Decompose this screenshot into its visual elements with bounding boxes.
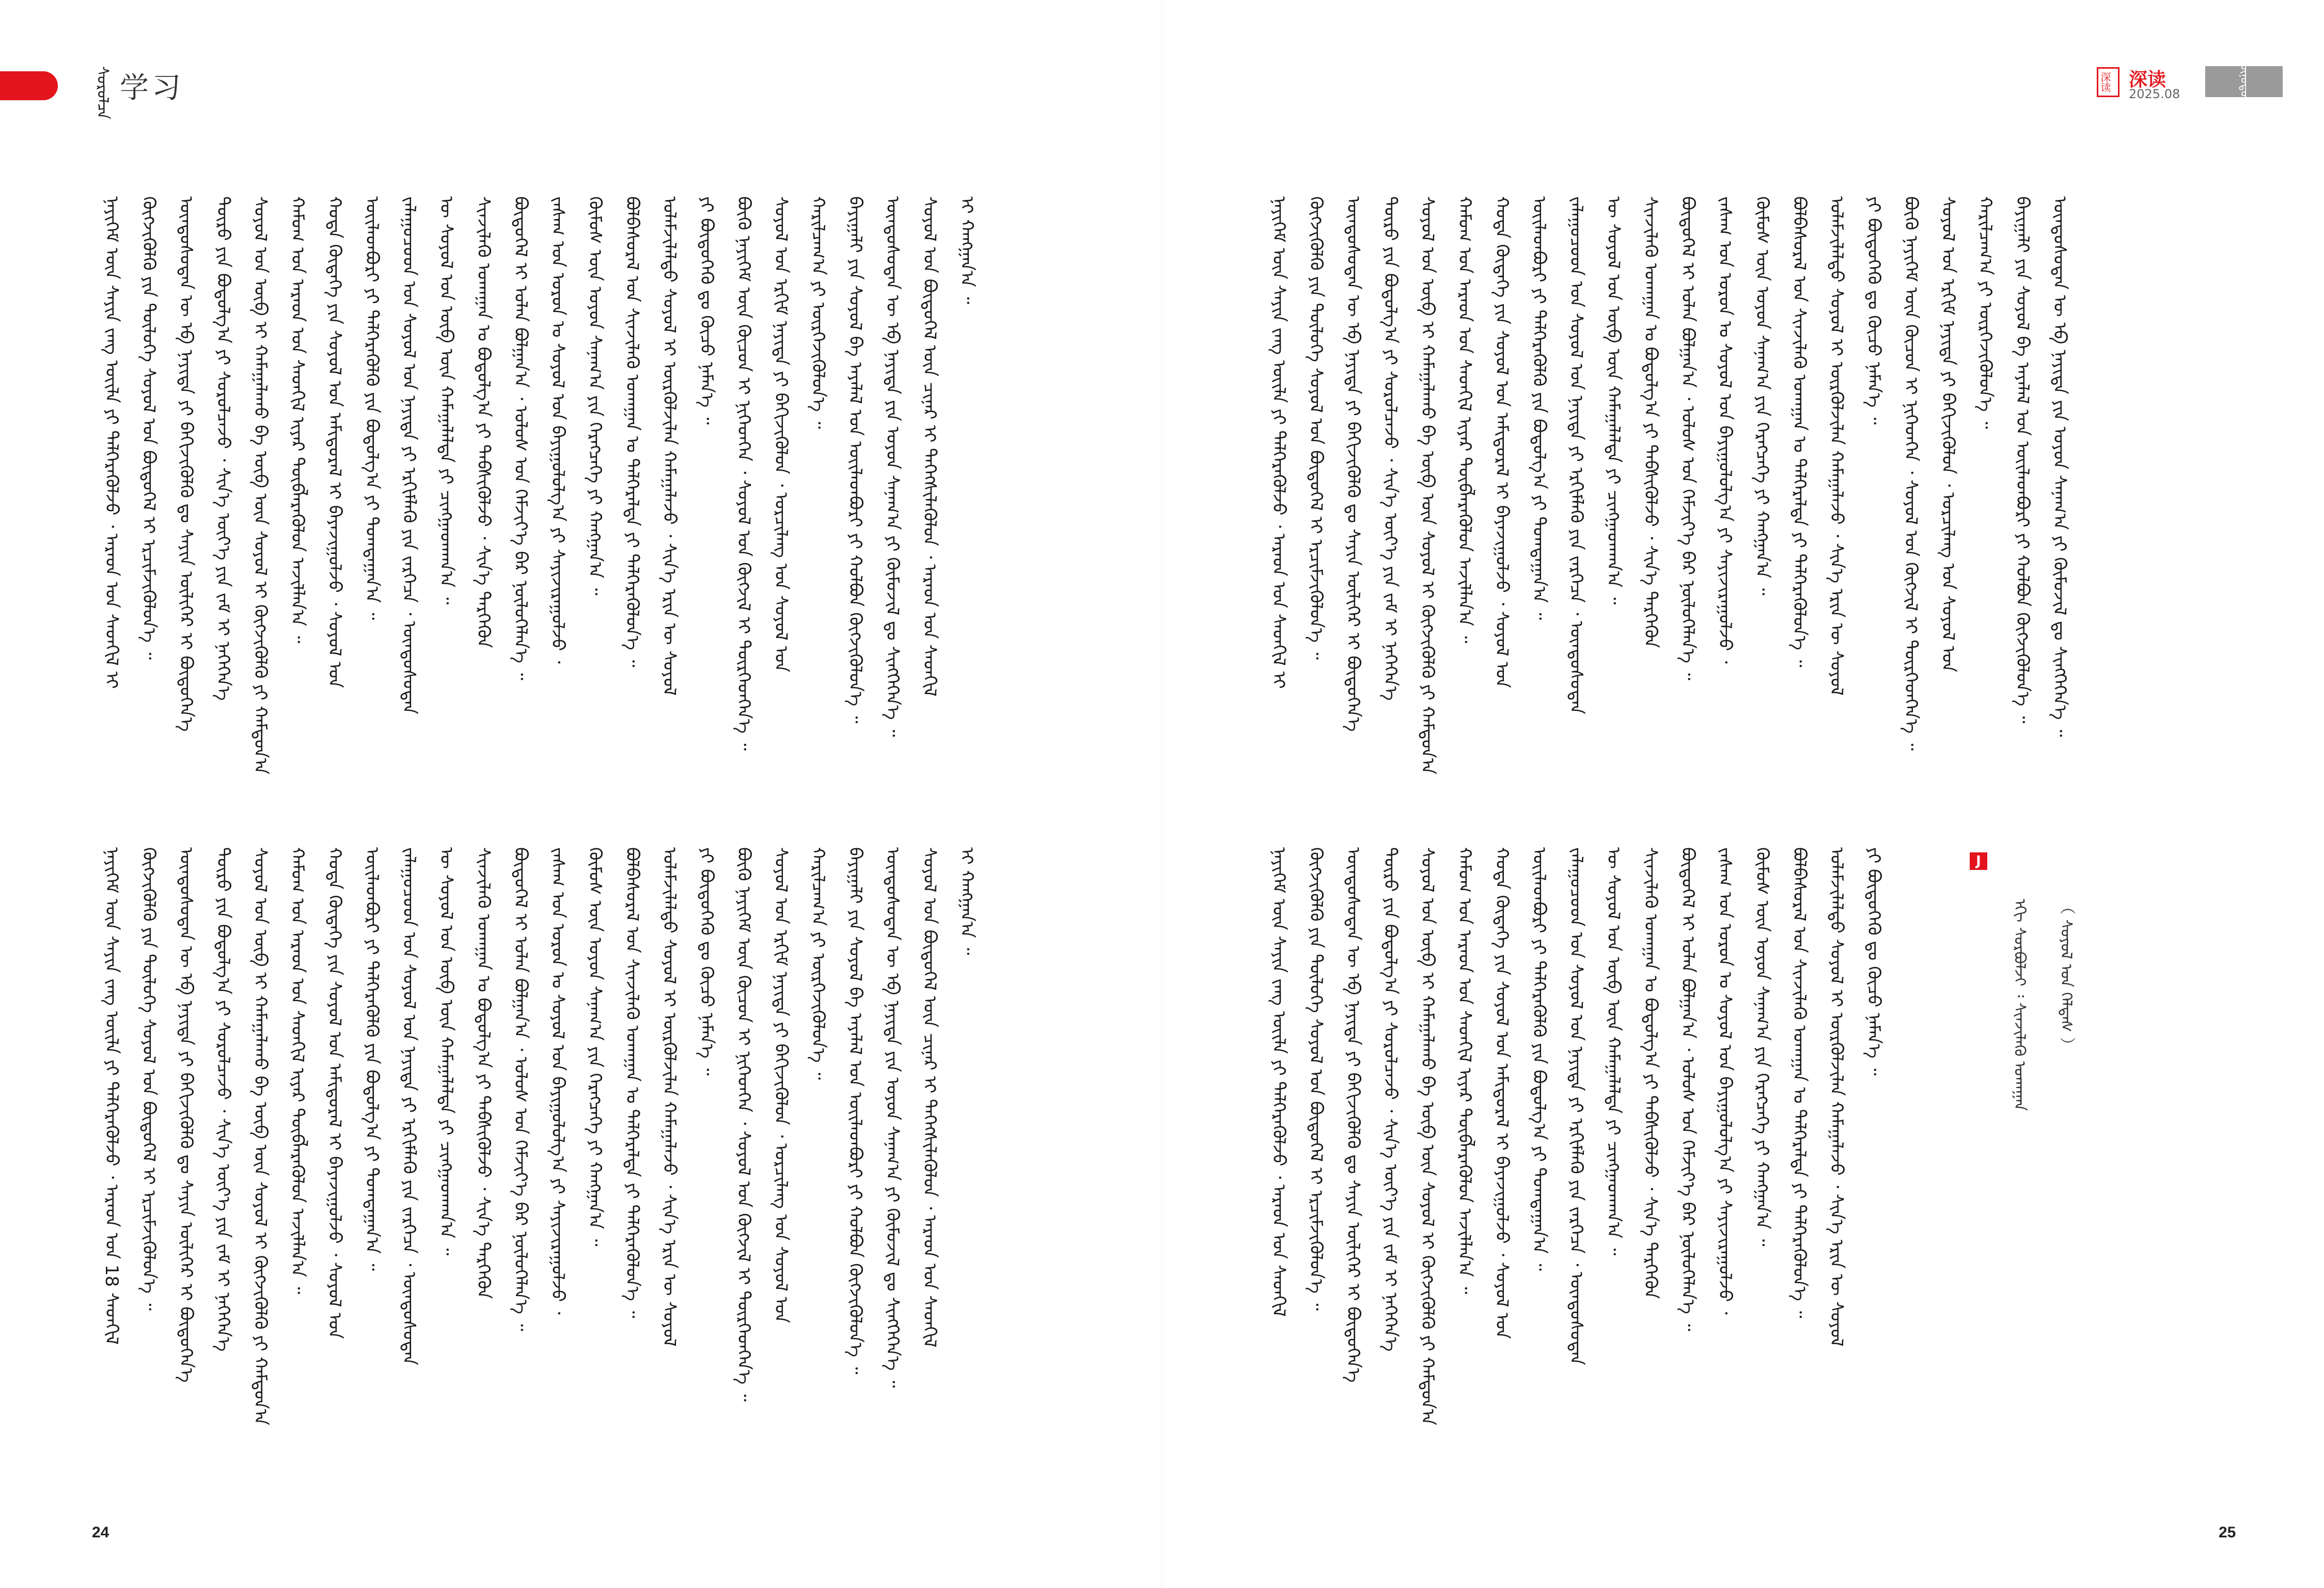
text-column: ᠬᠦᠮᠦᠰ ᠦᠨ ᠣᠶᠤᠨ ᠰᠠᠨᠠᠭ᠎ᠠ ᠶᠢᠨ ᠬᠡᠷᠡᠭᠴᠡᠭᠡ ᠶᠢ ᠬᠠᠩᠭᠠᠨ᠎ᠠ ᠃ (585, 196, 605, 596)
text-column: ᠬᠠᠮᠤᠭ ᠤᠨ ᠠᠷᠠᠳ ᠤᠨ ᠰᠡᠳᠬᠢᠯ ᠢᠶᠡᠷ ᠲᠥᠪᠯᠡᠷᠡᠭᠦᠯᠦᠨ ᠠᠵᠢᠯᠯᠠᠨ᠎ᠠ ᠃ (287, 196, 308, 644)
text-column: ᠦ ᠰᠣᠶᠣᠯ ᠤᠨ ᠥᠪ ᠦᠨ ᠬᠠᠮᠠᠭᠠᠯᠠᠯᠲᠠ ᠶᠢ ᠴᠢᠩᠭᠠᠳᠬᠠᠨ᠎ᠠ ᠃ (1603, 847, 1624, 1256)
text-column: ᠬᠠᠷᠢᠯᠴᠠᠭ᠎ᠠ ᠶᠢ ᠥᠷᠭᠡᠵᠢᠭᠦᠯᠦᠨ᠎ᠡ ᠃ (808, 196, 828, 429)
page-number-right: 25 (2219, 1524, 2236, 1541)
text-column: ᠨᠡᠶᠢᠭᠡᠮ ᠦᠨ ᠰᠠᠶᠢᠨ ᠵᠠᠩ ᠦᠢᠯᠡ ᠶᠢ ᠳᠡᠯᠭᠡᠷᠡᠭᠦᠯᠵᠦ ᠂ ᠠᠷᠠᠳ ᠤᠨ ᠰᠡᠳᠬᠢᠯ ᠢ (101, 196, 122, 689)
text-column: ᠬᠦᠮᠦᠰ ᠦᠨ ᠣᠶᠤᠨ ᠰᠠᠨᠠᠭ᠎ᠠ ᠶᠢᠨ ᠬᠡᠷᠡᠭᠴᠡᠭᠡ ᠶᠢ ᠬᠠᠩᠭᠠᠨ᠎ᠠ ᠃ (1752, 847, 1772, 1247)
text-column: ᠶᠢ ᠪᠦᠲᠦᠭᠡᠬᠦ ᠳᠤ ᠬᠦᠴᠦ ᠨᠡᠮᠡᠨ᠎ᠡ ᠃ (1863, 196, 1884, 425)
text-column: ᠪᠣᠯᠪᠠᠰᠤᠷᠠᠯ ᠤᠨ ᠰᠢᠨᠵᠢᠯᠡᠬᠦ ᠤᠬᠠᠭᠠᠨ ᠤ ᠳᠡᠯᠭᠡᠷᠡᠯᠲᠡ ᠶᠢ ᠲᠡᠯᠭᠡᠷᠡᠭᠦᠯᠦᠨ᠎ᠡ ᠃ (1789, 847, 1810, 1318)
text-column: ᠬᠠᠷᠢᠯᠴᠠᠭ᠎ᠠ ᠶᠢ ᠥᠷᠭᠡᠵᠢᠭᠦᠯᠦᠨ᠎ᠡ ᠃ (1975, 196, 1996, 429)
text-column: ᠰᠢᠨᠵᠢᠯᠡᠬᠦ ᠤᠬᠠᠭᠠᠨ ᠤ ᠪᠣᠳᠤᠯᠭ᠎ᠠ ᠶᠢ ᠳᠡᠪᠰᠢᠭᠦᠯᠵᠦ ᠂ ᠰᠢᠨ᠎ᠡ ᠲᠡᠷᠭᠡᠭᠦᠨ (473, 847, 494, 1299)
text-column: ᠬᠠᠷᠢᠯᠴᠠᠭ᠎ᠠ ᠶᠢ ᠥᠷᠭᠡᠵᠢᠭᠦᠯᠦᠨ᠎ᠡ ᠃ (808, 847, 828, 1080)
page-number-left: 24 (92, 1524, 109, 1541)
text-column: ᠬᠦᠮᠦᠰ ᠦᠨ ᠣᠶᠤᠨ ᠰᠠᠨᠠᠭ᠎ᠠ ᠶᠢᠨ ᠬᠡᠷᠡᠭᠴᠡᠭᠡ ᠶᠢ ᠬᠠᠩᠭᠠᠨ᠎ᠠ ᠃ (1752, 196, 1772, 596)
text-column: ᠵᠠᠰᠠᠭ ᠤᠨ ᠣᠷᠣᠨ ᠤ ᠰᠣᠶᠣᠯ ᠤᠨ ᠪᠠᠶᠢᠭᠤᠯᠤᠯᠭ᠎ᠠ ᠶᠢ ᠰᠠᠶᠢᠵᠢᠷᠠᠭᠤᠯᠵᠤ ᠂ (547, 847, 568, 1315)
text-column: ᠬᠠᠮᠤᠭ ᠤᠨ ᠠᠷᠠᠳ ᠤᠨ ᠰᠡᠳᠬᠢᠯ ᠢᠶᠡᠷ ᠲᠥᠪᠯᠡᠷᠡᠭᠦᠯᠦᠨ ᠠᠵᠢᠯᠯᠠᠨ᠎ᠠ ᠃ (287, 847, 308, 1295)
text-column: ᠢ ᠬᠠᠩᠭᠠᠨ᠎ᠠ ᠃ (956, 847, 977, 955)
left-bottom-columns (93, 847, 985, 1477)
brand-badge-text: ᠥᠨᠥᠳᠥᠷ (2238, 59, 2251, 104)
text-column: ᠬᠥᠭᠵᠢᠭᠦᠯᠬᠦ ᠶᠢᠨ ᠲᠥᠯᠥᠭᠡ ᠰᠣᠶᠣᠯ ᠤᠨ ᠪᠦᠲᠦᠭᠡᠯ ᠢ ᠡᠷᠴᠢᠮᠵᠢᠭᠦᠯᠦᠨ᠎ᠡ ᠃ (1306, 847, 1326, 1311)
text-column: ᠪᠣᠯᠪᠠᠰᠤᠷᠠᠯ ᠤᠨ ᠰᠢᠨᠵᠢᠯᠡᠬᠦ ᠤᠬᠠᠭᠠᠨ ᠤ ᠳᠡᠯᠭᠡᠷᠡᠯᠲᠡ ᠶᠢ ᠲᠡᠯᠭᠡᠷᠡᠭᠦᠯᠦᠨ᠎ᠡ ᠃ (622, 847, 642, 1318)
brand-badge (2205, 59, 2283, 104)
text-column: ᠲᠥᠷᠥ ᠶᠢᠨ ᠪᠣᠳᠤᠯᠭ᠎ᠠ ᠶᠢ ᠰᠤᠷᠤᠯᠴᠠᠵᠤ ᠂ ᠰᠢᠨ᠎ᠡ ᠦᠶ᠎ᠡ ᠶᠢᠨ ᠵᠠᠮ ᠢ ᠨᠡᠭᠡᠭᠡᠨ᠎ᠡ (213, 196, 233, 701)
text-column: ᠢ ᠬᠠᠩᠭᠠᠨ᠎ᠠ ᠃ (956, 196, 977, 304)
text-column: ᠰᠣᠶᠣᠯ ᠤᠨ ᠡᠷᠬᠢᠮ ᠨᠡᠶᠢᠲᠡ ᠶᠢ ᠪᠡᠬᠢᠵᠢᠭᠦᠯᠦᠨ ᠂ ᠣᠷᠴᠢᠯᠠᠩ ᠤᠨ ᠰᠣᠶᠣᠯ ᠤᠨ (771, 847, 791, 1324)
right-bottom-columns (1260, 847, 2078, 1477)
text-column: ᠰᠣᠶᠣᠯ ᠤᠨ ᠥᠪ ᠢ ᠬᠠᠮᠠᠭᠠᠯᠠᠬᠤ ᠪᠠ ᠥᠪ ᠦᠨ ᠰᠣᠶᠣᠯ ᠢ ᠬᠥᠭᠵᠢᠭᠦᠯᠬᠦ ᠶᠢ ᠬᠠᠮᠳᠤᠨ᠎ᠠ (250, 196, 271, 775)
section-red-tab (0, 71, 58, 100)
text-column: ᠬᠦᠮᠦᠰ ᠦᠨ ᠣᠶᠤᠨ ᠰᠠᠨᠠᠭ᠎ᠠ ᠶᠢᠨ ᠬᠡᠷᠡᠭᠴᠡᠭᠡ ᠶᠢ ᠬᠠᠩᠭᠠᠨ᠎ᠠ ᠃ (585, 847, 605, 1247)
text-column: ᠲᠥᠷᠥ ᠶᠢᠨ ᠪᠣᠳᠤᠯᠭ᠎ᠠ ᠶᠢ ᠰᠤᠷᠤᠯᠴᠠᠵᠤ ᠂ ᠰᠢᠨ᠎ᠡ ᠦᠶ᠎ᠡ ᠶᠢᠨ ᠵᠠᠮ ᠢ ᠨᠡᠭᠡᠭᠡᠨ᠎ᠡ (1380, 847, 1401, 1352)
text-column: ᠦᠢᠯᠡᠳᠪᠦᠷᠢ ᠶᠢ ᠲᠡᠯᠭᠡᠷᠡᠭᠦᠯᠬᠦ ᠶᠢᠨ ᠪᠣᠳᠣᠯᠭ᠎ᠠ ᠶᠢ ᠲᠣᠭᠲᠠᠭᠠᠨ᠎ᠠ ᠃ (362, 847, 382, 1271)
text-column: ᠪᠦᠲᠦᠭᠡᠯ ᠢ ᠣᠯᠠᠨ ᠪᠣᠯᠭᠠᠨ᠎ᠠ ᠂ ᠤᠯᠤᠰ ᠤᠨ ᠬᠡᠮᠵᠢᠶ᠎ᠡ ᠪᠡᠷ ᠨᠥᠯᠥᠭᠡᠯᠡᠨ᠎ᠡ ᠃ (1677, 847, 1698, 1331)
section-label-mongolian: ᠰᠤᠷᠤᠯᠴᠠ (93, 66, 112, 119)
heading-line: （ ᠰᠣᠶᠣᠯ ᠤᠨ ᠬᠡᠯᠲᠡᠰ ） (2057, 899, 2075, 1053)
text-column: ᠬᠣᠲᠠ ᠬᠥᠳᠡᠭᠡ ᠶᠢᠨ ᠰᠣᠶᠣᠯ ᠤᠨ ᠠᠮᠢᠳᠤᠷᠠᠯ ᠢ ᠪᠠᠶᠠᠵᠢᠭᠤᠯᠵᠤ ᠂ ᠰᠣᠶᠣᠯ ᠤᠨ (1491, 196, 1512, 688)
text-column: ᠰᠢᠨᠵᠢᠯᠡᠬᠦ ᠤᠬᠠᠭᠠᠨ ᠤ ᠪᠣᠳᠤᠯᠭ᠎ᠠ ᠶᠢ ᠳᠡᠪᠰᠢᠭᠦᠯᠵᠦ ᠂ ᠰᠢᠨ᠎ᠡ ᠲᠡᠷᠭᠡᠭᠦᠨ (473, 196, 494, 648)
text-column: ᠦᠢᠯᠡᠳᠪᠦᠷᠢ ᠶᠢ ᠲᠡᠯᠭᠡᠷᠡᠭᠦᠯᠬᠦ ᠶᠢᠨ ᠪᠣᠳᠣᠯᠭ᠎ᠠ ᠶᠢ ᠲᠣᠭᠲᠠᠭᠠᠨ᠎ᠠ ᠃ (1529, 196, 1549, 620)
right-page-stack (1260, 196, 2078, 1477)
issue-date: 2025.08 (2129, 87, 2180, 101)
text-column: ᠤᠯᠠᠮᠵᠢᠯᠠᠯᠲᠤ ᠰᠣᠶᠣᠯ ᠢ ᠦᠷᠭᠦᠯᠵᠢᠯᠡᠨ ᠬᠠᠮᠠᠭᠠᠯᠠᠵᠤ ᠂ ᠰᠢᠨ᠎ᠡ ᠡᠷᠢᠨ ᠦ ᠰᠣᠶᠣᠯ (1826, 196, 1847, 696)
text-column: ᠰᠣᠶᠣᠯ ᠤᠨ ᠥᠪ ᠢ ᠬᠠᠮᠠᠭᠠᠯᠠᠬᠤ ᠪᠠ ᠥᠪ ᠦᠨ ᠰᠣᠶᠣᠯ ᠢ ᠬᠥᠭᠵᠢᠭᠦᠯᠬᠦ ᠶᠢ ᠬᠠᠮᠳᠤᠨ᠎ᠠ (250, 847, 271, 1426)
text-column: ᠦᠨᠳᠦᠰᠦᠲᠡᠨ ᠦ ᠡᠪ ᠨᠡᠶᠢᠲᠡ ᠶᠢ ᠪᠡᠬᠢᠵᠢᠭᠦᠯᠬᠦ ᠳᠤ ᠰᠠᠶᠢᠨ ᠦᠯᠢᠭᠡᠷ ᠢ ᠪᠦᠲᠦᠭᠡᠨ᠎ᠡ (1343, 847, 1363, 1383)
text-column: ᠪᠠᠶᠢᠭᠠᠯᠢ ᠶᠢᠨ ᠰᠣᠶᠣᠯ ᠪᠠ ᠠᠶᠠᠯᠠᠯ ᠤᠨ ᠦᠢᠯᠡᠳᠪᠦᠷᠢ ᠶᠢ ᠬᠣᠯᠪᠣᠨ ᠬᠥᠭᠵᠢᠭᠦᠯᠦᠨ᠎ᠡ ᠃ (845, 847, 866, 1375)
text-column: ᠵᠠᠰᠠᠭ ᠤᠨ ᠣᠷᠣᠨ ᠤ ᠰᠣᠶᠣᠯ ᠤᠨ ᠪᠠᠶᠢᠭᠤᠯᠤᠯᠭ᠎ᠠ ᠶᠢ ᠰᠠᠶᠢᠵᠢᠷᠠᠭᠤᠯᠵᠤ ᠂ (547, 196, 568, 664)
text-column: ᠦᠨᠳᠦᠰᠦᠲᠡᠨ ᠦ ᠡᠪ ᠨᠡᠶᠢᠲᠡ ᠶᠢ ᠪᠡᠬᠢᠵᠢᠭᠦᠯᠬᠦ ᠳᠤ ᠰᠠᠶᠢᠨ ᠦᠯᠢᠭᠡᠷ ᠢ ᠪᠦᠲᠦᠭᠡᠨ᠎ᠡ (176, 196, 196, 732)
text-column: ᠦᠨᠳᠦᠰᠦᠲᠡᠨ ᠦ ᠡᠪ ᠨᠡᠶᠢᠲᠡ ᠶᠢ ᠪᠡᠬᠢᠵᠢᠭᠦᠯᠬᠦ ᠳᠤ ᠰᠠᠶᠢᠨ ᠦᠯᠢᠭᠡᠷ ᠢ ᠪᠦᠲᠦᠭᠡᠨ᠎ᠡ (176, 847, 196, 1383)
text-column: ᠨᠡᠶᠢᠭᠡᠮ ᠦᠨ ᠰᠠᠶᠢᠨ ᠵᠠᠩ ᠦᠢᠯᠡ ᠶᠢ ᠳᠡᠯᠭᠡᠷᠡᠭᠦᠯᠵᠦ ᠂ ᠠᠷᠠᠳ ᠤᠨ ᠰᠡᠳᠬᠢᠯ (1268, 847, 1289, 1317)
text-column: ᠦᠨᠳᠦᠰᠦᠲᠡᠨ ᠦ ᠡᠪ ᠨᠡᠶᠢᠲᠡ ᠶᠢᠨ ᠣᠶᠤᠨ ᠰᠠᠨᠠᠭ᠎ᠠ ᠶᠢ ᠬᠦᠮᠦᠵᠢᠯ ᠳᠤ ᠰᠢᠩᠭᠡᠭᠡᠨ᠎ᠡ ᠃ (2049, 196, 2070, 737)
section-marker-icon: J (1970, 852, 1987, 870)
subsection-heading (2004, 899, 2112, 1395)
text-column: ᠬᠥᠭᠵᠢᠭᠦᠯᠬᠦ ᠶᠢᠨ ᠲᠥᠯᠥᠭᠡ ᠰᠣᠶᠣᠯ ᠤᠨ ᠪᠦᠲᠦᠭᠡᠯ ᠢ ᠡᠷᠴᠢᠮᠵᠢᠭᠦᠯᠦᠨ᠎ᠡ ᠃ (138, 847, 159, 1311)
text-column: ᠪᠦᠬᠦ ᠨᠡᠶᠢᠭᠡᠮ ᠦᠨ ᠬᠦᠴᠦᠨ ᠢ ᠨᠢᠭᠡᠳᠬᠡᠨ ᠂ ᠰᠣᠶᠣᠯ ᠤᠨ ᠬᠥᠭᠵᠢᠯ ᠢ ᠲᠦᠷᠭᠡᠳᠬᠡᠨ᠎ᠡ ᠃ (733, 196, 754, 751)
text-column: ᠦ ᠰᠣᠶᠣᠯ ᠤᠨ ᠥᠪ ᠦᠨ ᠬᠠᠮᠠᠭᠠᠯᠠᠯᠲᠠ ᠶᠢ ᠴᠢᠩᠭᠠᠳᠬᠠᠨ᠎ᠠ ᠃ (436, 847, 457, 1256)
text-column: ᠰᠣᠶᠣᠯ ᠤᠨ ᠪᠦᠲᠦᠭᠡᠯ ᠦᠨ ᠴᠢᠨᠠᠷ ᠢ ᠳᠡᠭᠡᠭᠰᠢᠯᠡᠭᠦᠯᠦᠨ ᠂ ᠠᠷᠠᠳ ᠤᠨ ᠰᠡᠳᠬᠢᠯ (919, 196, 940, 697)
text-column: ᠦ ᠰᠣᠶᠣᠯ ᠤᠨ ᠥᠪ ᠦᠨ ᠬᠠᠮᠠᠭᠠᠯᠠᠯᠲᠠ ᠶᠢ ᠴᠢᠩᠭᠠᠳᠬᠠᠨ᠎ᠠ ᠃ (1603, 196, 1624, 605)
text-column: ᠦᠢᠯᠡᠳᠪᠦᠷᠢ ᠶᠢ ᠲᠡᠯᠭᠡᠷᠡᠭᠦᠯᠬᠦ ᠶᠢᠨ ᠪᠣᠳᠣᠯᠭ᠎ᠠ ᠶᠢ ᠲᠣᠭᠲᠠᠭᠠᠨ᠎ᠠ ᠃ (362, 196, 382, 620)
text-column: ᠰᠣᠶᠣᠯ ᠤᠨ ᠥᠪ ᠢ ᠬᠠᠮᠠᠭᠠᠯᠠᠬᠤ ᠪᠠ ᠥᠪ ᠦᠨ ᠰᠣᠶᠣᠯ ᠢ ᠬᠥᠭᠵᠢᠭᠦᠯᠬᠦ ᠶᠢ ᠬᠠᠮᠳᠤᠨ᠎ᠠ (1417, 847, 1438, 1426)
text-column: ᠪᠦᠲᠦᠭᠡᠯ ᠢ ᠣᠯᠠᠨ ᠪᠣᠯᠭᠠᠨ᠎ᠠ ᠂ ᠤᠯᠤᠰ ᠤᠨ ᠬᠡᠮᠵᠢᠶ᠎ᠡ ᠪᠡᠷ ᠨᠥᠯᠥᠭᠡᠯᠡᠨ᠎ᠡ ᠃ (1677, 196, 1698, 680)
text-column: ᠰᠣᠶᠣᠯ ᠤᠨ ᠡᠷᠬᠢᠮ ᠨᠡᠶᠢᠲᠡ ᠶᠢ ᠪᠡᠬᠢᠵᠢᠭᠦᠯᠦᠨ ᠂ ᠣᠷᠴᠢᠯᠠᠩ ᠤᠨ ᠰᠣᠶᠣᠯ ᠤᠨ (771, 196, 791, 673)
text-column: ᠵᠠᠯᠠᠭᠤᠴᠤᠳ ᠤᠨ ᠰᠣᠶᠣᠯ ᠤᠨ ᠨᠡᠶᠢᠲᠡ ᠶᠢ ᠡᠷᠬᠢᠮᠯᠡᠬᠦ ᠶᠢᠨ ᠵᠡᠷᠭᠡᠴᠡ ᠂ ᠦᠨᠳᠦᠰᠦᠲᠡᠨ (399, 847, 419, 1365)
left-page-body (93, 196, 1126, 1477)
text-column: ᠤᠯᠠᠮᠵᠢᠯᠠᠯᠲᠤ ᠰᠣᠶᠣᠯ ᠢ ᠦᠷᠭᠦᠯᠵᠢᠯᠡᠨ ᠬᠠᠮᠠᠭᠠᠯᠠᠵᠤ ᠂ ᠰᠢᠨ᠎ᠡ ᠡᠷᠢᠨ ᠦ ᠰᠣᠶᠣᠯ (659, 847, 680, 1347)
text-column: ᠰᠣᠶᠣᠯ ᠤᠨ ᠪᠦᠲᠦᠭᠡᠯ ᠦᠨ ᠴᠢᠨᠠᠷ ᠢ ᠳᠡᠭᠡᠭᠰᠢᠯᠡᠭᠦᠯᠦᠨ ᠂ ᠠᠷᠠᠳ ᠤᠨ ᠰᠡᠳᠬᠢᠯ (919, 847, 940, 1348)
text-column: ᠪᠣᠯᠪᠠᠰᠤᠷᠠᠯ ᠤᠨ ᠰᠢᠨᠵᠢᠯᠡᠬᠦ ᠤᠬᠠᠭᠠᠨ ᠤ ᠳᠡᠯᠭᠡᠷᠡᠯᠲᠡ ᠶᠢ ᠲᠡᠯᠭᠡᠷᠡᠭᠦᠯᠦᠨ᠎ᠡ ᠃ (1789, 196, 1810, 667)
text-column: ᠵᠠᠯᠠᠭᠤᠴᠤᠳ ᠤᠨ ᠰᠣᠶᠣᠯ ᠤᠨ ᠨᠡᠶᠢᠲᠡ ᠶᠢ ᠡᠷᠬᠢᠮᠯᠡᠬᠦ ᠶᠢᠨ ᠵᠡᠷᠭᠡᠴᠡ ᠂ ᠦᠨᠳᠦᠰᠦᠲᠡᠨ (399, 196, 419, 714)
text-column: ᠲᠥᠷᠥ ᠶᠢᠨ ᠪᠣᠳᠤᠯᠭ᠎ᠠ ᠶᠢ ᠰᠤᠷᠤᠯᠴᠠᠵᠤ ᠂ ᠰᠢᠨ᠎ᠡ ᠦᠶ᠎ᠡ ᠶᠢᠨ ᠵᠠᠮ ᠢ ᠨᠡᠭᠡᠭᠡᠨ᠎ᠡ (1380, 196, 1401, 701)
text-column: ᠰᠣᠶᠣᠯ ᠤᠨ ᠥᠪ ᠢ ᠬᠠᠮᠠᠭᠠᠯᠠᠬᠤ ᠪᠠ ᠥᠪ ᠦᠨ ᠰᠣᠶᠣᠯ ᠢ ᠬᠥᠭᠵᠢᠭᠦᠯᠬᠦ ᠶᠢ ᠬᠠᠮᠳᠤᠨ᠎ᠠ (1417, 196, 1438, 775)
text-column: ᠰᠢᠨᠵᠢᠯᠡᠬᠦ ᠤᠬᠠᠭᠠᠨ ᠤ ᠪᠣᠳᠤᠯᠭ᠎ᠠ ᠶᠢ ᠳᠡᠪᠰᠢᠭᠦᠯᠵᠦ ᠂ ᠰᠢᠨ᠎ᠡ ᠲᠡᠷᠭᠡᠭᠦᠨ (1640, 847, 1661, 1299)
text-column: ᠬᠣᠲᠠ ᠬᠥᠳᠡᠭᠡ ᠶᠢᠨ ᠰᠣᠶᠣᠯ ᠤᠨ ᠠᠮᠢᠳᠤᠷᠠᠯ ᠢ ᠪᠠᠶᠠᠵᠢᠭᠤᠯᠵᠤ ᠂ ᠰᠣᠶᠣᠯ ᠤᠨ (324, 196, 345, 688)
text-column: ᠪᠦᠬᠦ ᠨᠡᠶᠢᠭᠡᠮ ᠦᠨ ᠬᠦᠴᠦᠨ ᠢ ᠨᠢᠭᠡᠳᠬᠡᠨ ᠂ ᠰᠣᠶᠣᠯ ᠤᠨ ᠬᠥᠭᠵᠢᠯ ᠢ ᠲᠦᠷᠭᠡᠳᠬᠡᠨ᠎ᠡ ᠃ (733, 847, 754, 1402)
text-column: ᠵᠠᠯᠠᠭᠤᠴᠤᠳ ᠤᠨ ᠰᠣᠶᠣᠯ ᠤᠨ ᠨᠡᠶᠢᠲᠡ ᠶᠢ ᠡᠷᠬᠢᠮᠯᠡᠬᠦ ᠶᠢᠨ ᠵᠡᠷᠭᠡᠴᠡ ᠂ ᠦᠨᠳᠦᠰᠦᠲᠡᠨ (1566, 196, 1587, 714)
text-column: ᠦ ᠰᠣᠶᠣᠯ ᠤᠨ ᠥᠪ ᠦᠨ ᠬᠠᠮᠠᠭᠠᠯᠠᠯᠲᠠ ᠶᠢ ᠴᠢᠩᠭᠠᠳᠬᠠᠨ᠎ᠠ ᠃ (436, 196, 457, 605)
text-column: ᠰᠢᠨᠵᠢᠯᠡᠬᠦ ᠤᠬᠠᠭᠠᠨ ᠤ ᠪᠣᠳᠤᠯᠭ᠎ᠠ ᠶᠢ ᠳᠡᠪᠰᠢᠭᠦᠯᠵᠦ ᠂ ᠰᠢᠨ᠎ᠡ ᠲᠡᠷᠭᠡᠭᠦᠨ (1640, 196, 1661, 648)
text-column: ᠪᠦᠬᠦ ᠨᠡᠶᠢᠭᠡᠮ ᠦᠨ ᠬᠦᠴᠦᠨ ᠢ ᠨᠢᠭᠡᠳᠬᠡᠨ ᠂ ᠰᠣᠶᠣᠯ ᠤᠨ ᠬᠥᠭᠵᠢᠯ ᠢ ᠲᠦᠷᠭᠡᠳᠬᠡᠨ᠎ᠡ ᠃ (1901, 196, 1921, 751)
left-page-stack (93, 196, 985, 1477)
text-column: ᠪᠦᠲᠦᠭᠡᠯ ᠢ ᠣᠯᠠᠨ ᠪᠣᠯᠭᠠᠨ᠎ᠠ ᠂ ᠤᠯᠤᠰ ᠤᠨ ᠬᠡᠮᠵᠢᠶ᠎ᠡ ᠪᠡᠷ ᠨᠥᠯᠥᠭᠡᠯᠡᠨ᠎ᠡ ᠃ (510, 847, 531, 1331)
text-column: ᠵᠠᠰᠠᠭ ᠤᠨ ᠣᠷᠣᠨ ᠤ ᠰᠣᠶᠣᠯ ᠤᠨ ᠪᠠᠶᠢᠭᠤᠯᠤᠯᠭ᠎ᠠ ᠶᠢ ᠰᠠᠶᠢᠵᠢᠷᠠᠭᠤᠯᠵᠤ ᠂ (1715, 196, 1735, 664)
text-column: ᠵᠠᠯᠠᠭᠤᠴᠤᠳ ᠤᠨ ᠰᠣᠶᠣᠯ ᠤᠨ ᠨᠡᠶᠢᠲᠡ ᠶᠢ ᠡᠷᠬᠢᠮᠯᠡᠬᠦ ᠶᠢᠨ ᠵᠡᠷᠭᠡᠴᠡ ᠂ ᠦᠨᠳᠦᠰᠦᠲᠡᠨ (1566, 847, 1587, 1365)
text-column: ᠦᠢᠯᠡᠳᠪᠦᠷᠢ ᠶᠢ ᠲᠡᠯᠭᠡᠷᠡᠭᠦᠯᠬᠦ ᠶᠢᠨ ᠪᠣᠳᠣᠯᠭ᠎ᠠ ᠶᠢ ᠲᠣᠭᠲᠠᠭᠠᠨ᠎ᠠ ᠃ (1529, 847, 1549, 1271)
page-gutter (1161, 0, 1163, 1588)
text-column: ᠰᠣᠶᠣᠯ ᠤᠨ ᠡᠷᠬᠢᠮ ᠨᠡᠶᠢᠲᠡ ᠶᠢ ᠪᠡᠬᠢᠵᠢᠭᠦᠯᠦᠨ ᠂ ᠣᠷᠴᠢᠯᠠᠩ ᠤᠨ ᠰᠣᠶᠣᠯ ᠤᠨ (1938, 196, 1958, 673)
left-top-columns (93, 196, 985, 827)
brand-seal-logo: 深读 (2097, 67, 2119, 97)
text-column: ᠬᠠᠮᠤᠭ ᠤᠨ ᠠᠷᠠᠳ ᠤᠨ ᠰᠡᠳᠬᠢᠯ ᠢᠶᠡᠷ ᠲᠥᠪᠯᠡᠷᠡᠭᠦᠯᠦᠨ ᠠᠵᠢᠯᠯᠠᠨ᠎ᠠ ᠃ (1454, 196, 1475, 644)
text-column: ᠬᠣᠲᠠ ᠬᠥᠳᠡᠭᠡ ᠶᠢᠨ ᠰᠣᠶᠣᠯ ᠤᠨ ᠠᠮᠢᠳᠤᠷᠠᠯ ᠢ ᠪᠠᠶᠠᠵᠢᠭᠤᠯᠵᠤ ᠂ ᠰᠣᠶᠣᠯ ᠤᠨ (1491, 847, 1512, 1339)
right-top-columns (1260, 196, 2078, 827)
text-column: ᠬᠠᠮᠤᠭ ᠤᠨ ᠠᠷᠠᠳ ᠤᠨ ᠰᠡᠳᠬᠢᠯ ᠢᠶᠡᠷ ᠲᠥᠪᠯᠡᠷᠡᠭᠦᠯᠦᠨ ᠠᠵᠢᠯᠯᠠᠨ᠎ᠠ ᠃ (1454, 847, 1475, 1295)
text-column: ᠪᠠᠶᠢᠭᠠᠯᠢ ᠶᠢᠨ ᠰᠣᠶᠣᠯ ᠪᠠ ᠠᠶᠠᠯᠠᠯ ᠤᠨ ᠦᠢᠯᠡᠳᠪᠦᠷᠢ ᠶᠢ ᠬᠣᠯᠪᠣᠨ ᠬᠥᠭᠵᠢᠭᠦᠯᠦᠨ᠎ᠡ ᠃ (2012, 196, 2033, 724)
text-column: ᠬᠣᠲᠠ ᠬᠥᠳᠡᠭᠡ ᠶᠢᠨ ᠰᠣᠶᠣᠯ ᠤᠨ ᠠᠮᠢᠳᠤᠷᠠᠯ ᠢ ᠪᠠᠶᠠᠵᠢᠭᠤᠯᠵᠤ ᠂ ᠰᠣᠶᠣᠯ ᠤᠨ (324, 847, 345, 1339)
text-column: ᠶᠢ ᠪᠦᠲᠦᠭᠡᠬᠦ ᠳᠤ ᠬᠦᠴᠦ ᠨᠡᠮᠡᠨ᠎ᠡ ᠃ (696, 847, 717, 1076)
text-column: ᠪᠦᠲᠦᠭᠡᠯ ᠢ ᠣᠯᠠᠨ ᠪᠣᠯᠭᠠᠨ᠎ᠠ ᠂ ᠤᠯᠤᠰ ᠤᠨ ᠬᠡᠮᠵᠢᠶ᠎ᠡ ᠪᠡᠷ ᠨᠥᠯᠥᠭᠡᠯᠡᠨ᠎ᠡ ᠃ (510, 196, 531, 680)
magazine-brand (2097, 59, 2283, 105)
text-column: ᠵᠠᠰᠠᠭ ᠤᠨ ᠣᠷᠣᠨ ᠤ ᠰᠣᠶᠣᠯ ᠤᠨ ᠪᠠᠶᠢᠭᠤᠯᠤᠯᠭ᠎ᠠ ᠶᠢ ᠰᠠᠶᠢᠵᠢᠷᠠᠭᠤᠯᠵᠤ ᠂ (1715, 847, 1735, 1315)
text-column: ᠶᠢ ᠪᠦᠲᠦᠭᠡᠬᠦ ᠳᠤ ᠬᠦᠴᠦ ᠨᠡᠮᠡᠨ᠎ᠡ ᠃ (696, 196, 717, 425)
section-label-chinese: 学习 (120, 71, 184, 105)
text-column: ᠤᠯᠠᠮᠵᠢᠯᠠᠯᠲᠤ ᠰᠣᠶᠣᠯ ᠢ ᠦᠷᠭᠦᠯᠵᠢᠯᠡᠨ ᠬᠠᠮᠠᠭᠠᠯᠠᠵᠤ ᠂ ᠰᠢᠨ᠎ᠡ ᠡᠷᠢᠨ ᠦ ᠰᠣᠶᠣᠯ (1826, 847, 1847, 1347)
text-column: ᠪᠣᠯᠪᠠᠰᠤᠷᠠᠯ ᠤᠨ ᠰᠢᠨᠵᠢᠯᠡᠬᠦ ᠤᠬᠠᠭᠠᠨ ᠤ ᠳᠡᠯᠭᠡᠷᠡᠯᠲᠡ ᠶᠢ ᠲᠡᠯᠭᠡᠷᠡᠭᠦᠯᠦᠨ᠎ᠡ ᠃ (622, 196, 642, 667)
text-column: ᠲᠥᠷᠥ ᠶᠢᠨ ᠪᠣᠳᠤᠯᠭ᠎ᠠ ᠶᠢ ᠰᠤᠷᠤᠯᠴᠠᠵᠤ ᠂ ᠰᠢᠨ᠎ᠡ ᠦᠶ᠎ᠡ ᠶᠢᠨ ᠵᠠᠮ ᠢ ᠨᠡᠭᠡᠭᠡᠨ᠎ᠡ (213, 847, 233, 1352)
text-column: ᠤᠯᠠᠮᠵᠢᠯᠠᠯᠲᠤ ᠰᠣᠶᠣᠯ ᠢ ᠦᠷᠭᠦᠯᠵᠢᠯᠡᠨ ᠬᠠᠮᠠᠭᠠᠯᠠᠵᠤ ᠂ ᠰᠢᠨ᠎ᠡ ᠡᠷᠢᠨ ᠦ ᠰᠣᠶᠣᠯ (659, 196, 680, 696)
text-column: ᠨᠡᠶᠢᠭᠡᠮ ᠦᠨ ᠰᠠᠶᠢᠨ ᠵᠠᠩ ᠦᠢᠯᠡ ᠶᠢ ᠳᠡᠯᠭᠡᠷᠡᠭᠦᠯᠵᠦ ᠂ ᠠᠷᠠᠳ ᠤᠨ ᠰᠡᠳᠬᠢᠯ ᠢ (1268, 196, 1289, 689)
text-column: ᠬᠥᠭᠵᠢᠭᠦᠯᠬᠦ ᠶᠢᠨ ᠲᠥᠯᠥᠭᠡ ᠰᠣᠶᠣᠯ ᠤᠨ ᠪᠦᠲᠦᠭᠡᠯ ᠢ ᠡᠷᠴᠢᠮᠵᠢᠭᠦᠯᠦᠨ᠎ᠡ ᠃ (138, 196, 159, 660)
text-column: ᠶᠢ ᠪᠦᠲᠦᠭᠡᠬᠦ ᠳᠤ ᠬᠦᠴᠦ ᠨᠡᠮᠡᠨ᠎ᠡ ᠃ (1863, 847, 1884, 1076)
text-column: ᠦᠨᠳᠦᠰᠦᠲᠡᠨ ᠦ ᠡᠪ ᠨᠡᠶᠢᠲᠡ ᠶᠢᠨ ᠣᠶᠤᠨ ᠰᠠᠨᠠᠭ᠎ᠠ ᠶᠢ ᠬᠦᠮᠦᠵᠢᠯ ᠳᠤ ᠰᠢᠩᠭᠡᠭᠡᠨ᠎ᠡ ᠃ (882, 196, 903, 737)
text-column: ᠨᠡᠶᠢᠭᠡᠮ ᠦᠨ ᠰᠠᠶᠢᠨ ᠵᠠᠩ ᠦᠢᠯᠡ ᠶᠢ ᠳᠡᠯᠭᠡᠷᠡᠭᠦᠯᠵᠦ ᠂ ᠠᠷᠠᠳ ᠤᠨ 18 ᠰᠡᠳᠬᠢᠯ (101, 847, 122, 1345)
text-column: ᠦᠨᠳᠦᠰᠦᠲᠡᠨ ᠦ ᠡᠪ ᠨᠡᠶᠢᠲᠡ ᠶᠢᠨ ᠣᠶᠤᠨ ᠰᠠᠨᠠᠭ᠎ᠠ ᠶᠢ ᠬᠦᠮᠦᠵᠢᠯ ᠳᠤ ᠰᠢᠩᠭᠡᠭᠡᠨ᠎ᠡ ᠃ (882, 847, 903, 1388)
text-column: ᠦᠨᠳᠦᠰᠦᠲᠡᠨ ᠦ ᠡᠪ ᠨᠡᠶᠢᠲᠡ ᠶᠢ ᠪᠡᠬᠢᠵᠢᠭᠦᠯᠬᠦ ᠳᠤ ᠰᠠᠶᠢᠨ ᠦᠯᠢᠭᠡᠷ ᠢ ᠪᠦᠲᠦᠭᠡᠨ᠎ᠡ (1343, 196, 1363, 732)
heading-line: ᠡᠬᠢ ᠰᠤᠷᠪᠤᠯᠵᠢ ᠄ ᠰᠢᠨᠵᠢᠯᠡᠬᠦ ᠤᠬᠠᠭᠠᠨ (2011, 899, 2029, 1111)
brand-title: 深读 (2129, 69, 2166, 90)
text-column: ᠪᠠᠶᠢᠭᠠᠯᠢ ᠶᠢᠨ ᠰᠣᠶᠣᠯ ᠪᠠ ᠠᠶᠠᠯᠠᠯ ᠤᠨ ᠦᠢᠯᠡᠳᠪᠦᠷᠢ ᠶᠢ ᠬᠣᠯᠪᠣᠨ ᠬᠥᠭᠵᠢᠭᠦᠯᠦᠨ᠎ᠡ ᠃ (845, 196, 866, 724)
text-column: ᠬᠥᠭᠵᠢᠭᠦᠯᠬᠦ ᠶᠢᠨ ᠲᠥᠯᠥᠭᠡ ᠰᠣᠶᠣᠯ ᠤᠨ ᠪᠦᠲᠦᠭᠡᠯ ᠢ ᠡᠷᠴᠢᠮᠵᠢᠭᠦᠯᠦᠨ᠎ᠡ ᠃ (1306, 196, 1326, 660)
